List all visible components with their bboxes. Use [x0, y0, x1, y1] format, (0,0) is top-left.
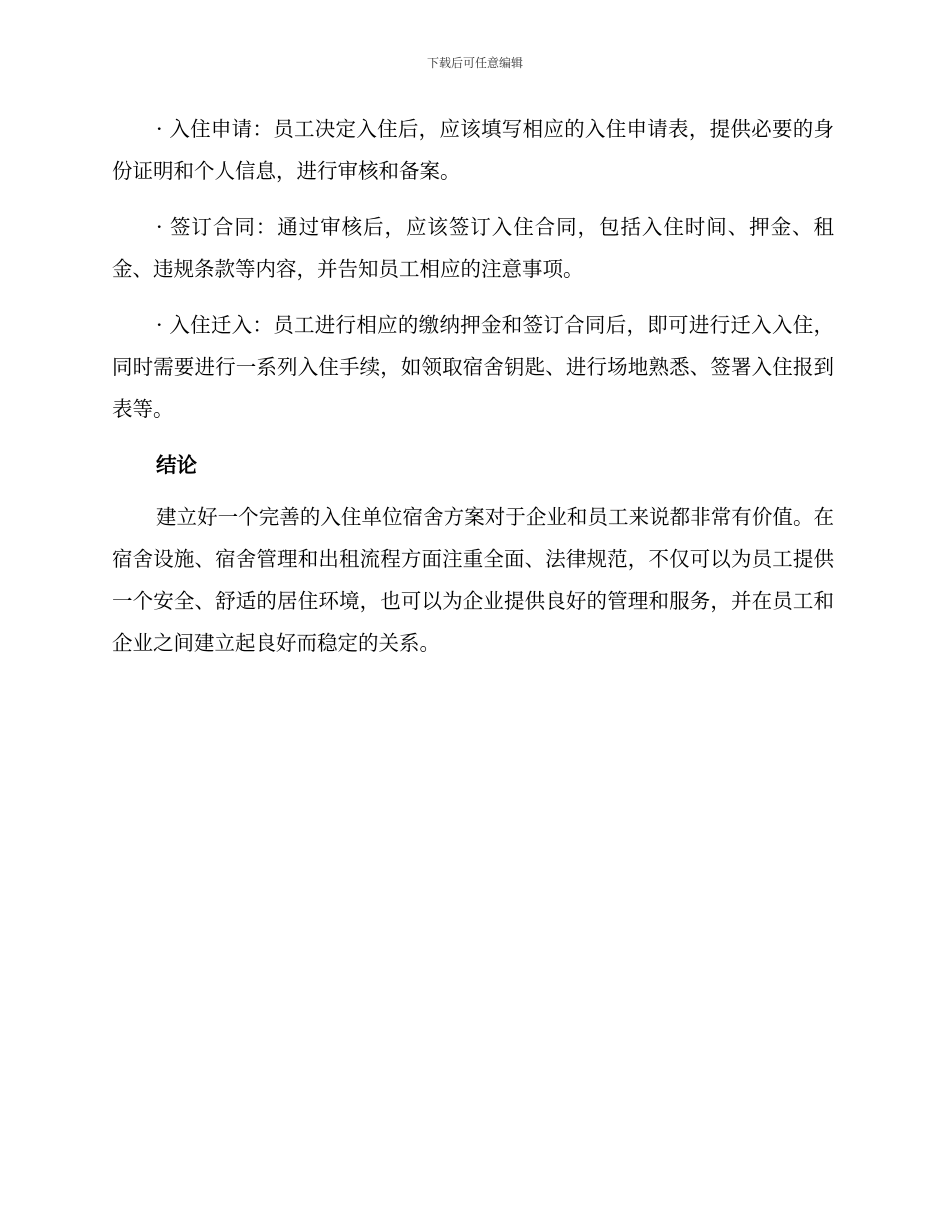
section-heading-conclusion: 结论 — [156, 453, 197, 477]
paragraph-conclusion: 建立好一个完善的入住单位宿舍方案对于企业和员工来说都非常有价值。在宿舍设施、宿舍管理和出租流程方面注重全面、法律规范，不仅可以为员工提供一个安全、舒适的居住环境，也可以为企业提供良好的管理和服务，并在员工和企业之间建立起良好而稳定的关系。 — [112, 505, 834, 655]
paragraph-sign-contract: · 签订合同：通过审核后，应该签订入住合同，包括入住时间、押金、租金、违规条款等内容，并告知员工相应的注意事项。 — [112, 215, 834, 281]
page-header-note: 下载后可任意编辑 — [426, 56, 523, 70]
paragraph-checkin-application: · 入住申请：员工决定入住后，应该填写相应的入住申请表，提供必要的身份证明和个人信息，进行审核和备案。 — [112, 117, 834, 183]
paragraph-move-in: · 入住迁入：员工进行相应的缴纳押金和签订合同后，即可进行迁入入住，同时需要进行一系列入住手续，如领取宿舍钥匙、进行场地熟悉、签署入住报到表等。 — [112, 313, 834, 421]
document-body — [112, 108, 834, 678]
